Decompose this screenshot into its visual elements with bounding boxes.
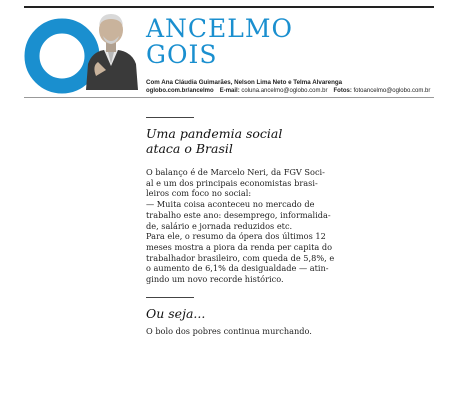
header-divider (24, 97, 434, 98)
email-address[interactable]: coluna.ancelmo@oglobo.com.br (241, 88, 328, 94)
body-line: O balanço é de Marcelo Neri, da FGV Soci- (146, 167, 325, 177)
article2-body (146, 326, 321, 337)
article-headline (146, 126, 282, 156)
article-divider (146, 297, 194, 298)
column-masthead (146, 16, 346, 68)
body-line: trabalho este ano: desemprego, informalida- (146, 209, 331, 220)
column-credits: Com Ana Cláudia Guimarães, Nelson Lima Neto e Telma Alvarenga (146, 79, 343, 86)
photos-label: Fotos: (333, 88, 352, 94)
article2-headline: Ou seja... (146, 306, 206, 321)
masthead-line-2: GOIS (146, 40, 218, 69)
columnist-photo (82, 6, 140, 90)
masthead-line-1: ANCELMO (146, 14, 294, 43)
site-link[interactable]: oglobo.com.br/ancelmo (146, 88, 214, 94)
photos-email[interactable]: fotoancelmo@oglobo.com.br (353, 88, 431, 94)
body-line: de, salário e jornada reduzidos etc. (146, 220, 293, 231)
email-label: E-mail: (219, 88, 240, 94)
body-line: trabalhador brasileiro, com queda de 5,8%, e (146, 252, 335, 263)
body-line: leiros com foco no social: (146, 188, 252, 199)
article-body (146, 167, 335, 285)
body-line: Para ele, o resumo da ópera dos últimos 12 (146, 231, 326, 242)
body-line: meses mostra a piora da renda per capita do (146, 241, 333, 252)
body-line: — Muita coisa aconteceu no mercado de (146, 199, 315, 210)
body-line: gindo um novo recorde histórico. (146, 274, 284, 285)
body-line: O bolo dos pobres continua murchando. (146, 326, 312, 336)
body-line: o aumento de 6,1% da desigualdade — atin- (146, 263, 329, 274)
column-contacts (146, 88, 430, 94)
article-divider (146, 117, 194, 118)
headline-line: Uma pandemia social (146, 126, 283, 141)
headline-line: ataca o Brasil (146, 141, 233, 156)
body-line: al e um dos principais economistas brasi- (146, 177, 318, 188)
